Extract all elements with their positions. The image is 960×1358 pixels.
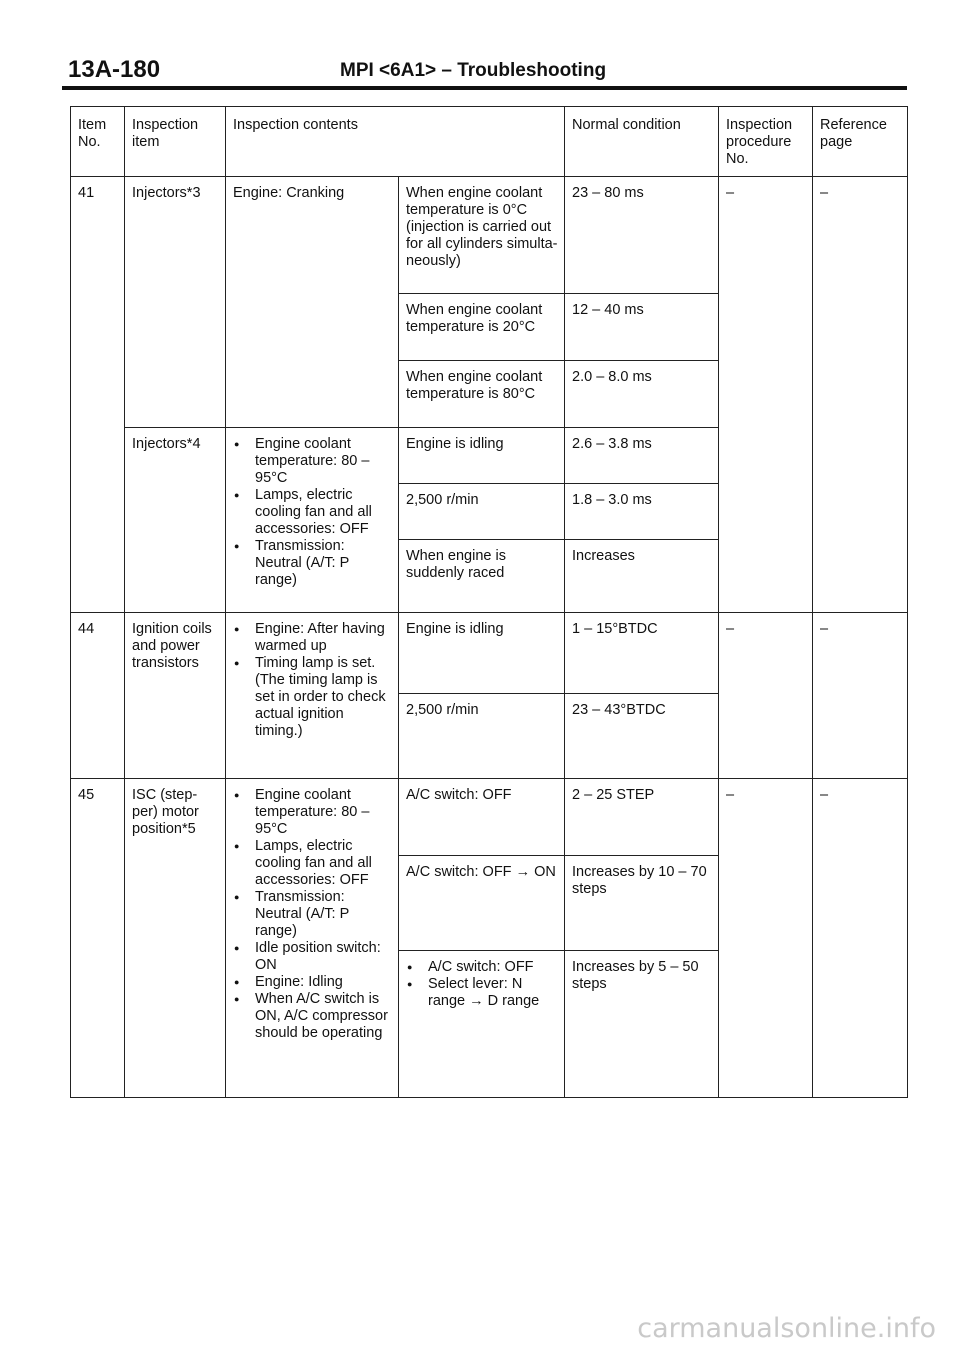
normal-cell: 2 – 25 STEP [565, 779, 719, 856]
list-item: ● Lamps, electric cooling fan and all accessories: OFF [255, 487, 392, 538]
condition-cell: When engine coolant temperature is 20°C [399, 294, 565, 361]
page-title: MPI <6A1> – Troubleshooting [340, 60, 607, 81]
normal-cell: 1 – 15°BTDC [565, 613, 719, 694]
col-reference-page: Reference page [813, 107, 908, 177]
item-injectors-4: Injectors*4 [125, 428, 226, 613]
list-item: ● Engine coolant temperature: 80 – 95°C [255, 436, 392, 487]
list-item: ● Engine coolant temperature: 80 – 95°C [255, 787, 392, 838]
condition-cell: A/C switch: OFF [399, 779, 565, 856]
normal-cell: 23 – 43°BTDC [565, 694, 719, 779]
condition-cell: 2,500 r/min [399, 484, 565, 540]
list-item: ● A/C switch: OFF [428, 959, 558, 976]
condition-cell: When engine is suddenly raced [399, 540, 565, 613]
condition-cell: Engine is idling [399, 428, 565, 484]
contents-cranking: Engine: Cranking [226, 177, 399, 428]
item-ignition-coils: Ignition coils and power transistors [125, 613, 226, 779]
col-item-no: Item No. [71, 107, 125, 177]
table-header-row [71, 107, 908, 177]
col-inspection-item: Inspection item [125, 107, 226, 177]
col-inspection-contents: Inspection contents [226, 107, 565, 177]
condition-cell: 2,500 r/min [399, 694, 565, 779]
normal-cell: Increases by 10 – 70 steps [565, 856, 719, 951]
item-isc-motor: ISC (step-per) motor position*5 [125, 779, 226, 1098]
watermark: carmanualsonline.info [637, 1313, 936, 1344]
contents-isc [226, 779, 399, 1098]
condition-cell: Engine is idling [399, 613, 565, 694]
table-row [71, 779, 908, 856]
col-inspection-procedure: Inspection procedure No. [719, 107, 813, 177]
condition-cell-bullets [399, 951, 565, 1098]
list-item: ● Transmission: Neutral (A/T: P range) [255, 889, 392, 940]
item-injectors-3: Injectors*3 [125, 177, 226, 428]
item-no-44: 44 [71, 613, 125, 779]
condition-cell: When engine coolant temperature is 0°C (injection is carried out for all cylinders simulta-neously) [399, 177, 565, 294]
list-item: ● When A/C switch is ON, A/C compressor should be operating [255, 991, 392, 1042]
normal-cell: Increases by 5 – 50 steps [565, 951, 719, 1098]
reference-41: – [813, 177, 908, 613]
procedure-44: – [719, 613, 813, 779]
normal-cell: Increases [565, 540, 719, 613]
item-no-41: 41 [71, 177, 125, 613]
list-item: ● Idle position switch: ON [255, 940, 392, 974]
normal-cell: 1.8 – 3.0 ms [565, 484, 719, 540]
procedure-45: – [719, 779, 813, 1098]
normal-cell: 2.6 – 3.8 ms [565, 428, 719, 484]
contents-ignition [226, 613, 399, 779]
table-row [71, 177, 908, 294]
normal-cell: 12 – 40 ms [565, 294, 719, 361]
page-number: 13A-180 [68, 56, 161, 83]
header-rule [62, 86, 907, 90]
condition-cell: A/C switch: OFF → ON [399, 856, 565, 951]
spec-table [70, 106, 908, 1098]
list-item: ● Engine: Idling [255, 974, 392, 991]
item-no-45: 45 [71, 779, 125, 1098]
procedure-41: – [719, 177, 813, 613]
list-item: ● Timing lamp is set. (The timing lamp is set in order to check actual ignition timing.) [255, 655, 392, 740]
condition-cell: When engine coolant temperature is 80°C [399, 361, 565, 428]
normal-cell: 2.0 – 8.0 ms [565, 361, 719, 428]
list-item: ● Transmission: Neutral (A/T: P range) [255, 538, 392, 589]
col-normal-condition: Normal condition [565, 107, 719, 177]
list-item: ● Lamps, electric cooling fan and all accessories: OFF [255, 838, 392, 889]
list-item: ● Engine: After having warmed up [255, 621, 392, 655]
list-item: ● Select lever: N range → D range [428, 976, 558, 1010]
table-row [71, 613, 908, 694]
reference-45: – [813, 779, 908, 1098]
reference-44: – [813, 613, 908, 779]
contents-injectors-4 [226, 428, 399, 613]
normal-cell: 23 – 80 ms [565, 177, 719, 294]
